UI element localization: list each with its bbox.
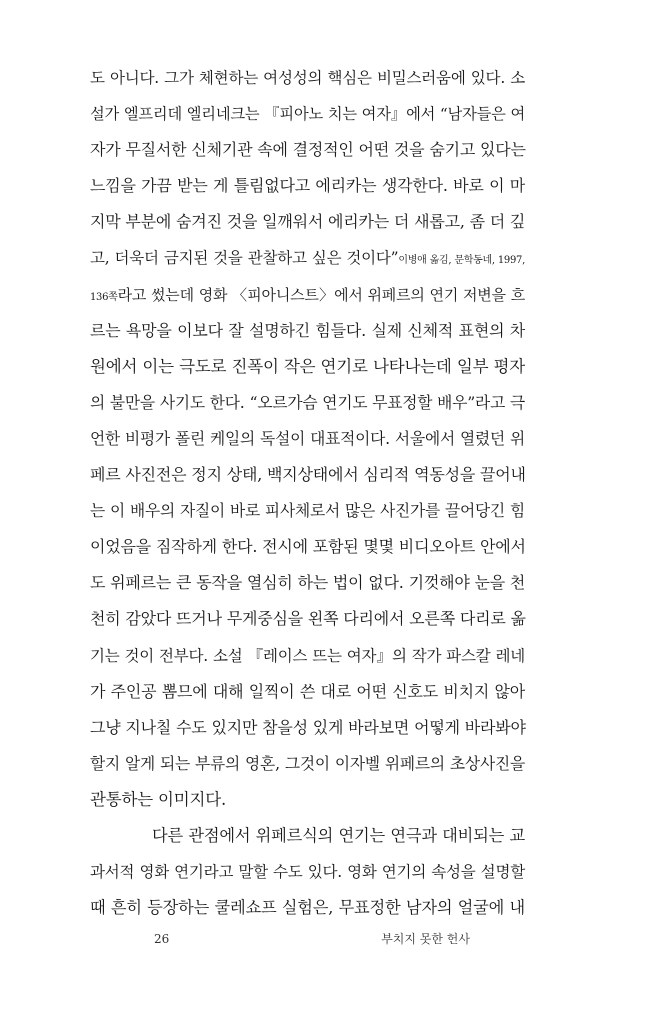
text-line: 가 주인공 뽐므에 대해 일찍이 쓴 대로 어떤 신호도 비치지 않아 — [90, 681, 525, 701]
citation-note: 136쪽 — [90, 291, 118, 303]
text-line: 다른 관점에서 위페르식의 연기는 연극과 대비되는 교 — [152, 825, 525, 845]
text-line: 의 불만을 사기도 한다. “오르가슴 연기도 무표정할 배우”라고 극 — [90, 392, 525, 412]
running-title: 부치지 못한 헌사 — [381, 932, 470, 946]
text-line: 언한 비평가 폴린 케일의 독설이 대표적이다. 서울에서 열렸던 위 — [90, 428, 525, 448]
text-line — [90, 240, 525, 276]
text-line: 지막 부분에 숨겨진 것을 일깨워서 에리카는 더 새롭고, 좀 더 깊 — [90, 212, 526, 232]
text-line: 도 위페르는 큰 동작을 열심히 하는 법이 없다. 기껏해야 눈을 천 — [90, 573, 526, 593]
text-line: 도 아니다. 그가 체현하는 여성성의 핵심은 비밀스러움에 있다. 소 — [90, 69, 525, 87]
text-line: 과서적 영화 연기라고 말할 수도 있다. 영화 연기의 속성을 설명할 — [90, 863, 525, 882]
text-line: 페르 사진전은 정지 상태, 백지상태에서 심리적 역동성을 끌어내 — [90, 465, 526, 485]
body-text — [90, 60, 525, 926]
text-line: 할지 알게 되는 부류의 영혼, 그것이 이자벨 위페르의 초상사진을 — [90, 753, 525, 773]
text-line: 느낌을 가끔 받는 게 틀림없다고 에리카는 생각한다. 바로 이 마 — [90, 176, 525, 196]
text-line: 그냥 지나칠 수도 있지만 참을성 있게 바라보면 어떻게 바라봐야 — [90, 717, 526, 737]
text-line: 르는 욕망을 이보다 잘 설명하긴 힘들다. 실제 신체적 표현의 차 — [90, 320, 525, 340]
text-line: 는 이 배우의 자질이 바로 피사체로서 많은 사진가를 끌어당긴 힘 — [90, 501, 525, 521]
paragraph — [90, 60, 525, 818]
citation-note: 이병애 옮김, 문학동네, 1997, — [398, 255, 526, 267]
text-line: 천히 감았다 뜨거나 무게중심을 왼쪽 다리에서 오른쪽 다리로 옮 — [90, 609, 526, 629]
text-line: 원에서 이는 극도로 진폭이 작은 연기로 나타나는데 일부 평자 — [90, 356, 525, 376]
text-line-main: 고, 더욱더 금지된 것을 관찰하고 싶은 것이다” — [90, 249, 399, 268]
text-line: 이었음을 짐작하게 한다. 전시에 포함된 몇몇 비디오아트 안에서 — [90, 537, 526, 557]
text-line: 관통하는 이미지다. — [90, 789, 227, 809]
paragraph — [90, 818, 525, 926]
text-line — [90, 277, 525, 313]
text-line: 설가 엘프리데 엘리네크는 『피아노 치는 여자』에서 “남자들은 여 — [90, 105, 525, 124]
text-line: 기는 것이 전부다. 소설 『레이스 뜨는 여자』의 작가 파스칼 레네 — [90, 646, 525, 665]
text-line: 때 흔히 등장하는 쿨레쇼프 실험은, 무표정한 남자의 얼굴에 내 — [90, 898, 525, 918]
text-line: 자가 무질서한 신체기관 속에 결정적인 어떤 것을 숨기고 있다는 — [90, 140, 526, 160]
page-footer — [0, 928, 661, 950]
page-number: 26 — [154, 932, 170, 946]
text-line-main: 라고 썼는데 영화 〈피아니스트〉에서 위페르의 연기 저변을 흐 — [117, 285, 525, 304]
